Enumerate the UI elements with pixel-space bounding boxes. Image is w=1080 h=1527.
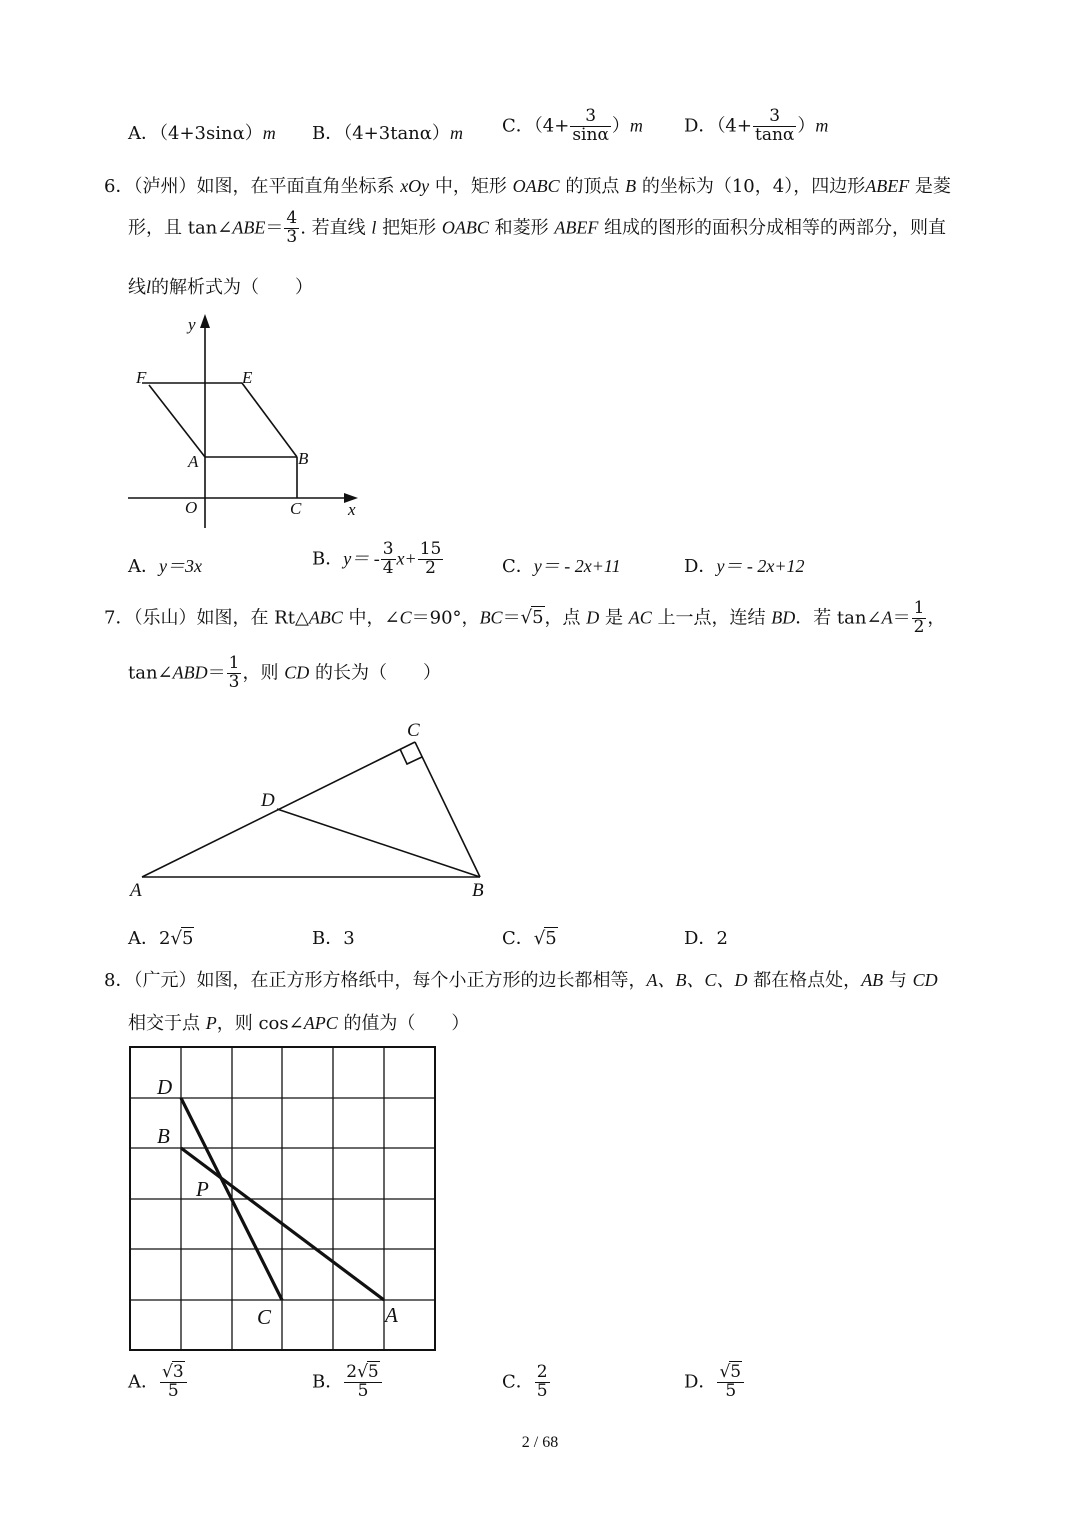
unit: m [629,115,643,136]
text: ＝90°， [411,607,480,629]
coefficient: 2 [346,1362,358,1382]
math: APC [303,1013,338,1033]
option-expr: y＝ - 2x+12 [716,556,805,576]
fraction [227,655,242,692]
label-c: C [257,1305,272,1329]
q6-option-b [312,541,444,578]
option-label: B． [312,123,344,144]
text: 和菱形 [494,217,549,239]
q5-option-b [312,119,463,145]
segment-fa [149,385,205,457]
option-label: C． [502,928,534,949]
option-label: D． [684,556,717,577]
q6-line-1 [104,172,951,198]
radicand: 5 [545,928,557,949]
numerator: 3 [382,539,394,559]
q7-option-b [312,924,355,950]
text: ＝ [892,607,911,629]
numerator: 1 [913,598,925,618]
label-b: B [157,1124,170,1148]
fraction [344,1364,382,1401]
math: B [625,176,637,196]
option-label: D． [684,1371,717,1393]
q8-option-a [128,1364,188,1401]
q6-option-d [684,552,805,578]
text: 中，∠ [348,607,400,629]
label-d: D [157,1075,173,1099]
q7-option-a [128,924,194,950]
radicand: 5 [532,607,544,629]
option-label: D． [684,115,717,137]
expr-part: （4+ [533,115,570,137]
question-number: 6． [104,176,134,197]
label-o: O [185,498,198,517]
option-label: B． [312,1371,344,1393]
text: . 若直线 [300,217,366,239]
q6-figure [120,310,380,530]
q6-line-3 [128,273,313,299]
fraction [160,1364,187,1401]
math: A、B、C、D [646,970,748,990]
segment-eb [242,383,297,457]
text: 的长为（ ） [314,662,441,684]
sqrt: √5 [719,1362,742,1382]
question-number: 8． [104,970,134,991]
q7-option-c [502,924,558,950]
radicand: 5 [181,928,194,949]
text: 中，矩形 [434,176,507,197]
text: ，点 [544,607,581,629]
denominator: 5 [725,1380,737,1401]
q8-figure [120,1038,450,1360]
label-a: A [385,1303,398,1327]
q6-line-2 [128,210,946,247]
text: 都在格点处， [753,970,862,991]
math: AC [628,607,652,628]
numerator: 3 [570,108,611,127]
math: BD [771,607,796,628]
unit: m [815,115,829,136]
label-x: x [348,500,356,519]
option-label: B． [312,548,344,570]
q5-option-c [502,108,643,145]
label-y: y [188,315,196,334]
q5-option-a [128,119,276,145]
label-a: A [130,880,142,901]
math: A [881,607,893,628]
math: xOy [400,176,430,196]
radicand: 5 [367,1362,379,1382]
option-expr: （4+3tanα） [343,123,450,144]
q8-option-d [684,1364,745,1401]
fraction [912,600,927,637]
sqrt: √5 [533,928,557,949]
segment-db [277,809,480,877]
text: 上一点，连结 [657,607,766,629]
fraction [418,541,444,578]
unit: m [262,123,276,143]
sqrt: √3 [162,1362,184,1382]
text: ＝ [502,607,521,629]
q8-line-2 [128,1009,469,1035]
numerator: 4 [286,208,298,228]
option-label: A． [128,123,159,144]
question-number: 7． [104,607,134,629]
option-expr: y＝3x [159,556,202,576]
label-c: C [290,499,302,518]
denominator: 5 [167,1380,179,1401]
denominator: 2 [425,557,436,578]
text: 相交于点 [128,1013,200,1034]
fraction [570,108,611,145]
math: OABC [512,176,560,196]
math: l [371,217,377,238]
q7-line-1 [104,600,945,637]
math: C [399,607,412,628]
option-expr: 2 [716,928,728,949]
q7-option-d [684,924,728,950]
radicand: 5 [730,1362,742,1382]
label-a: A [188,452,199,471]
text: 的坐标为（10，4），四边形 [641,176,866,197]
unit: m [449,123,463,143]
segment-cb [415,742,480,877]
denominator: sinα [572,124,609,145]
text: ，则 [242,662,279,684]
denominator: 3 [286,226,298,247]
numerator: 3 [753,108,796,127]
denominator: 3 [228,671,240,692]
option-label: B． [312,928,344,949]
text: ＝ [265,217,284,239]
q7-line-2 [128,655,441,692]
math: ABD [172,662,208,683]
math: ABC [308,607,343,628]
text: 的顶点 [565,176,620,197]
denominator: tanα [754,124,795,145]
text: ，则 cos∠ [216,1013,304,1034]
q7-figure [120,712,510,907]
option-label: C． [502,115,534,137]
numerator: 2 [536,1362,548,1382]
numerator: 15 [419,539,442,559]
q5-option-d [684,108,828,145]
option-expr: （4+3sinα） [159,123,263,144]
fraction [535,1364,550,1401]
option-label: D． [684,928,717,949]
math: l [146,277,152,297]
q8-option-b [312,1364,383,1401]
math: ABEF [865,176,910,196]
label-d: D [261,790,275,811]
option-expr: 3 [343,928,355,949]
sqrt: √5 [520,607,544,629]
denominator: 2 [913,616,925,637]
math: OABC [441,217,489,238]
text: 的解析式为（ ） [151,277,314,298]
math: AB [861,970,884,990]
label-b: B [298,449,309,468]
text: （广元）如图，在正方形方格纸中，每个小正方形的边长都相等， [133,970,647,991]
text: （泸州）如图，在平面直角坐标系 [133,176,395,197]
text: （乐山）如图，在 Rt△ [133,607,309,629]
label-p: P [196,1177,209,1201]
option-label: C． [502,556,534,577]
option-label: A． [128,928,159,949]
numerator: 1 [228,653,240,673]
option-label: A． [128,1371,159,1393]
text: 是 [604,607,623,629]
math: D [586,607,600,628]
page-number: 2 / 68 [521,1434,559,1451]
sqrt: √5 [170,928,194,949]
label-c: C [407,720,420,741]
radicand: 3 [172,1362,184,1382]
text: 与 [888,970,907,991]
text: tan∠ [128,662,173,684]
label-b: B [472,880,484,901]
math: ABE [232,217,266,238]
math: BC [479,607,503,628]
expr-part: x+ [396,548,417,569]
denominator: 5 [357,1380,369,1401]
label-f: F [136,368,147,387]
fraction [284,210,299,247]
label-e: E [242,368,253,387]
expr-part: （4+ [716,115,752,137]
coefficient: 2 [159,928,171,949]
q6-option-c [502,552,621,578]
denominator: 5 [536,1380,548,1401]
option-expr: y＝ - 2x+11 [533,556,621,576]
text: 把矩形 [382,217,437,239]
text: 的值为（ ） [343,1013,470,1034]
math: CD [284,662,310,683]
fraction [753,108,796,145]
q6-option-a [128,552,202,578]
sqrt: √5 [357,1362,379,1382]
expr-part: y＝ - [343,548,380,569]
text: 形，且 tan∠ [128,217,233,239]
fraction [717,1364,744,1401]
expr-part: ） [611,115,630,137]
expr-part: ） [797,115,816,137]
denominator: 4 [382,557,394,578]
y-axis-arrow [200,314,210,328]
fraction [381,541,396,578]
q8-line-1 [104,966,938,992]
text: ＝ [207,662,226,684]
text: ．若 tan∠ [795,607,882,629]
text: ， [927,607,946,629]
option-label: C． [502,1371,534,1393]
math: CD [912,970,938,990]
text: 组成的图形的面积分成相等的两部分，则直 [604,217,947,239]
text: 是菱 [914,176,951,197]
text: 线 [128,277,146,298]
math: P [205,1013,217,1033]
math: ABEF [554,217,599,238]
q8-option-c [502,1364,551,1401]
option-label: A． [128,556,159,577]
